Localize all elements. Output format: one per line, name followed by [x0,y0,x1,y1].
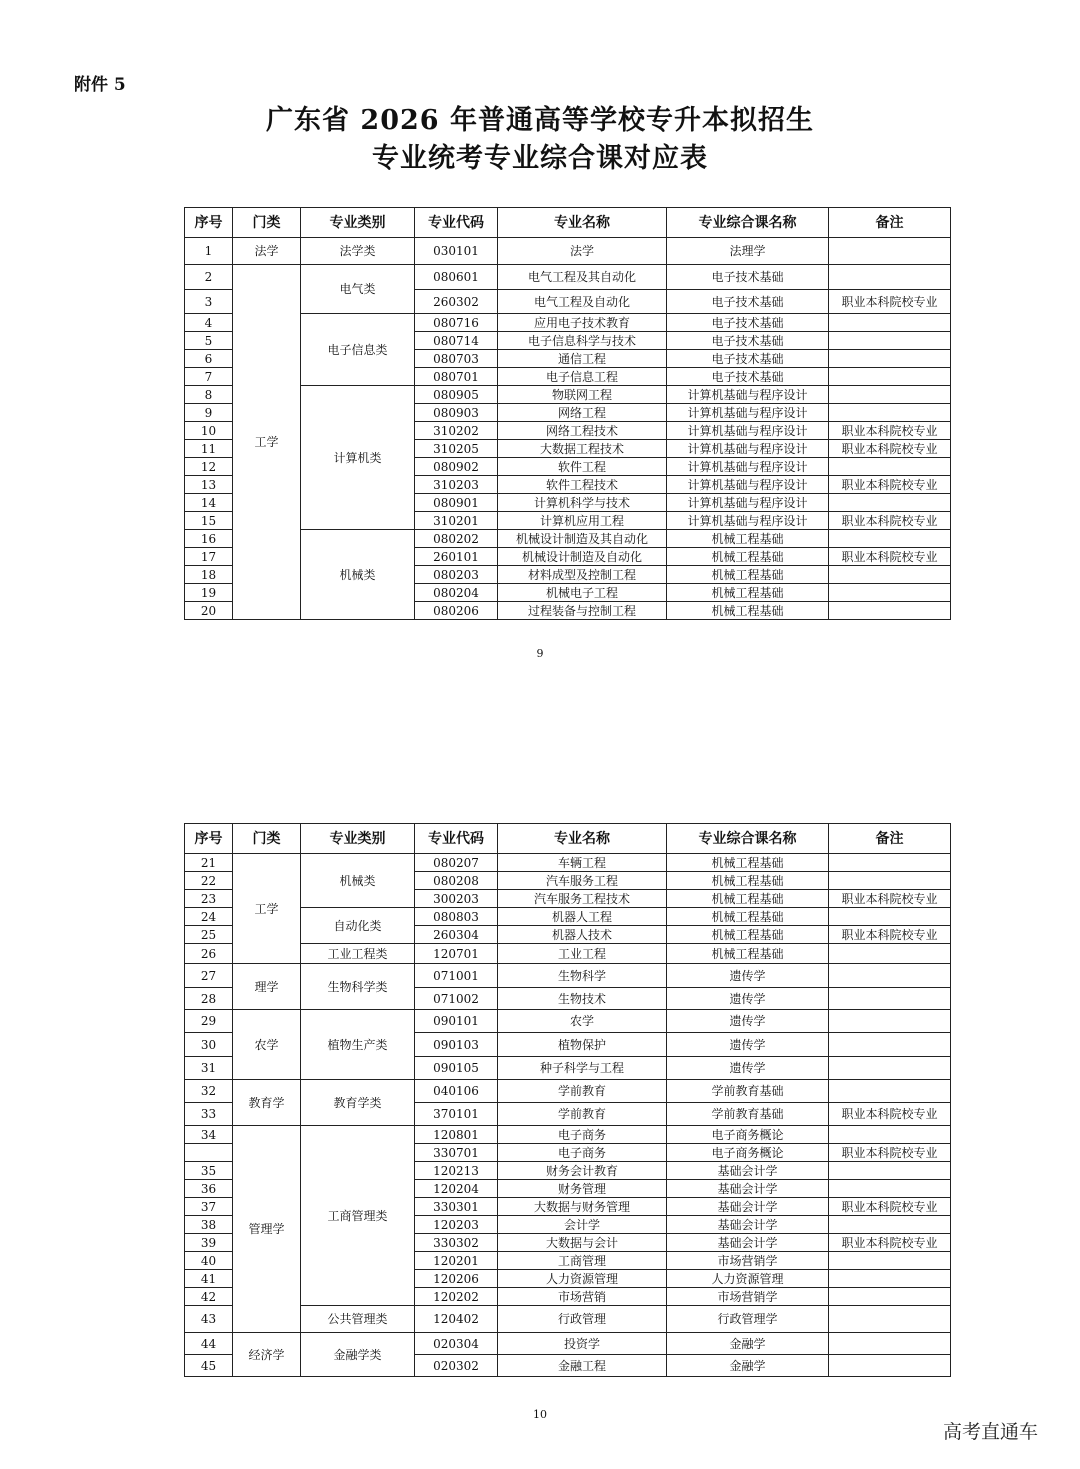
remark-cell [829,584,951,602]
code-cell: 120801 [415,1126,498,1144]
attachment-label: 附件 5 [74,75,126,95]
discipline-cell: 经济学 [233,1333,301,1377]
seq-cell: 23 [185,890,233,908]
course-cell: 电子技术基础 [667,350,829,368]
seq-cell: 37 [185,1198,233,1216]
code-cell: 071002 [415,988,498,1010]
course-cell: 机械工程基础 [667,548,829,566]
remark-cell: 职业本科院校专业 [829,1234,951,1252]
remark-cell: 职业本科院校专业 [829,422,951,440]
code-cell: 310202 [415,422,498,440]
seq-cell: 41 [185,1270,233,1288]
category-cell: 公共管理类 [301,1306,415,1333]
remark-cell [829,314,951,332]
column-header: 专业代码 [415,824,498,854]
seq-cell: 21 [185,854,233,872]
seq-cell: 40 [185,1252,233,1270]
major-name-cell: 软件工程 [498,458,667,476]
table-row [185,854,951,872]
remark-cell [829,530,951,548]
course-cell: 机械工程基础 [667,566,829,584]
course-cell: 电子商务概论 [667,1126,829,1144]
table-header-row [185,824,951,854]
remark-cell [829,386,951,404]
code-cell: 120202 [415,1288,498,1306]
code-cell: 120201 [415,1252,498,1270]
seq-cell: 25 [185,926,233,944]
major-name-cell: 投资学 [498,1333,667,1355]
remark-cell [829,1010,951,1033]
course-cell: 机械工程基础 [667,602,829,620]
course-cell: 电子技术基础 [667,368,829,386]
remark-cell: 职业本科院校专业 [829,548,951,566]
remark-cell: 职业本科院校专业 [829,1198,951,1216]
major-name-cell: 电气工程及其自动化 [498,265,667,290]
remark-cell [829,1306,951,1333]
remark-cell [829,1180,951,1198]
remark-cell [829,1126,951,1144]
category-cell: 计算机类 [301,386,415,530]
major-name-cell: 大数据与会计 [498,1234,667,1252]
major-name-cell: 学前教育 [498,1103,667,1126]
seq-cell: 42 [185,1288,233,1306]
column-header: 序号 [185,824,233,854]
seq-cell: 1 [185,238,233,265]
remark-cell [829,1252,951,1270]
code-cell: 330701 [415,1144,498,1162]
code-cell: 071001 [415,964,498,988]
course-cell: 机械工程基础 [667,890,829,908]
remark-cell [829,458,951,476]
course-cell: 机械工程基础 [667,530,829,548]
seq-cell: 30 [185,1033,233,1057]
category-cell: 金融学类 [301,1333,415,1377]
seq-cell: 27 [185,964,233,988]
major-name-cell: 电气工程及自动化 [498,290,667,314]
remark-cell: 职业本科院校专业 [829,440,951,458]
discipline-cell: 农学 [233,1010,301,1080]
seq-cell: 15 [185,512,233,530]
seq-cell: 3 [185,290,233,314]
remark-cell: 职业本科院校专业 [829,290,951,314]
course-cell: 电子技术基础 [667,265,829,290]
course-cell: 机械工程基础 [667,908,829,926]
remark-cell [829,265,951,290]
seq-cell: 29 [185,1010,233,1033]
column-header: 备注 [829,208,951,238]
remark-cell [829,854,951,872]
table-row [185,1080,951,1103]
table-row [185,1333,951,1355]
remark-cell [829,1162,951,1180]
discipline-cell: 法学 [233,238,301,265]
course-cell: 学前教育基础 [667,1080,829,1103]
major-name-cell: 过程装备与控制工程 [498,602,667,620]
seq-cell: 28 [185,988,233,1010]
seq-cell: 22 [185,872,233,890]
category-cell: 电气类 [301,265,415,314]
table-row [185,238,951,265]
code-cell: 330302 [415,1234,498,1252]
seq-cell: 16 [185,530,233,548]
major-name-cell: 行政管理 [498,1306,667,1333]
code-cell: 080204 [415,584,498,602]
remark-cell: 职业本科院校专业 [829,1103,951,1126]
code-cell: 080202 [415,530,498,548]
major-name-cell: 生物科学 [498,964,667,988]
seq-cell: 39 [185,1234,233,1252]
course-cell: 人力资源管理 [667,1270,829,1288]
remark-cell [829,238,951,265]
seq-cell [185,1144,233,1162]
seq-cell: 5 [185,332,233,350]
remark-cell [829,1288,951,1306]
mapping-table-page-10 [184,823,951,1377]
code-cell: 090101 [415,1010,498,1033]
column-header: 专业类别 [301,208,415,238]
major-name-cell: 通信工程 [498,350,667,368]
code-cell: 120203 [415,1216,498,1234]
course-cell: 计算机基础与程序设计 [667,422,829,440]
code-cell: 300203 [415,890,498,908]
code-cell: 260302 [415,290,498,314]
discipline-cell: 工学 [233,854,301,964]
code-cell: 120701 [415,944,498,964]
code-cell: 090105 [415,1057,498,1080]
seq-cell: 17 [185,548,233,566]
code-cell: 080208 [415,872,498,890]
code-cell: 080206 [415,602,498,620]
column-header: 序号 [185,208,233,238]
remark-cell [829,332,951,350]
category-cell: 机械类 [301,854,415,908]
discipline-cell: 理学 [233,964,301,1010]
seq-cell: 44 [185,1333,233,1355]
major-name-cell: 机械设计制造及自动化 [498,548,667,566]
code-cell: 080703 [415,350,498,368]
seq-cell: 9 [185,404,233,422]
course-cell: 行政管理学 [667,1306,829,1333]
table-header-row [185,208,951,238]
major-name-cell: 材料成型及控制工程 [498,566,667,584]
code-cell: 120213 [415,1162,498,1180]
course-cell: 金融学 [667,1333,829,1355]
category-cell: 自动化类 [301,908,415,944]
major-name-cell: 计算机科学与技术 [498,494,667,512]
category-cell: 工商管理类 [301,1126,415,1306]
code-cell: 040106 [415,1080,498,1103]
column-header: 专业代码 [415,208,498,238]
document-title-line-2: 专业统考专业综合课对应表 [372,143,708,174]
code-cell: 020302 [415,1355,498,1377]
seq-cell: 36 [185,1180,233,1198]
major-name-cell: 生物技术 [498,988,667,1010]
code-cell: 080716 [415,314,498,332]
course-cell: 市场营销学 [667,1288,829,1306]
discipline-cell: 工学 [233,265,301,620]
remark-cell: 职业本科院校专业 [829,512,951,530]
major-name-cell: 金融工程 [498,1355,667,1377]
remark-cell: 职业本科院校专业 [829,1144,951,1162]
column-header: 备注 [829,824,951,854]
code-cell: 080902 [415,458,498,476]
seq-cell: 32 [185,1080,233,1103]
major-name-cell: 大数据工程技术 [498,440,667,458]
course-cell: 基础会计学 [667,1216,829,1234]
course-cell: 机械工程基础 [667,944,829,964]
major-name-cell: 机械电子工程 [498,584,667,602]
major-name-cell: 应用电子技术教育 [498,314,667,332]
course-cell: 基础会计学 [667,1234,829,1252]
remark-cell [829,350,951,368]
table-row [185,265,951,290]
seq-cell: 12 [185,458,233,476]
major-name-cell: 工业工程 [498,944,667,964]
code-cell: 080601 [415,265,498,290]
course-cell: 基础会计学 [667,1180,829,1198]
major-name-cell: 学前教育 [498,1080,667,1103]
seq-cell: 11 [185,440,233,458]
remark-cell [829,1355,951,1377]
code-cell: 080203 [415,566,498,584]
major-name-cell: 电子信息工程 [498,368,667,386]
remark-cell [829,1216,951,1234]
column-header: 专业综合课名称 [667,824,829,854]
course-cell: 机械工程基础 [667,926,829,944]
column-header: 专业类别 [301,824,415,854]
course-cell: 电子商务概论 [667,1144,829,1162]
seq-cell: 4 [185,314,233,332]
major-name-cell: 工商管理 [498,1252,667,1270]
code-cell: 030101 [415,238,498,265]
course-cell: 学前教育基础 [667,1103,829,1126]
remark-cell [829,602,951,620]
course-cell: 基础会计学 [667,1162,829,1180]
category-cell: 机械类 [301,530,415,620]
discipline-cell: 教育学 [233,1080,301,1126]
code-cell: 080903 [415,404,498,422]
seq-cell: 24 [185,908,233,926]
major-name-cell: 财务会计教育 [498,1162,667,1180]
table-row [185,1010,951,1033]
course-cell: 机械工程基础 [667,854,829,872]
seq-cell: 26 [185,944,233,964]
seq-cell: 31 [185,1057,233,1080]
remark-cell [829,566,951,584]
column-header: 专业名称 [498,208,667,238]
seq-cell: 20 [185,602,233,620]
course-cell: 遗传学 [667,988,829,1010]
column-header: 专业名称 [498,824,667,854]
remark-cell [829,1080,951,1103]
course-cell: 机械工程基础 [667,584,829,602]
major-name-cell: 计算机应用工程 [498,512,667,530]
category-cell: 电子信息类 [301,314,415,386]
code-cell: 090103 [415,1033,498,1057]
major-name-cell: 网络工程技术 [498,422,667,440]
document-title-line-1: 广东省 2026 年普通高等学校专升本拟招生 [266,105,814,136]
major-name-cell: 市场营销 [498,1288,667,1306]
remark-cell [829,908,951,926]
code-cell: 080905 [415,386,498,404]
seq-cell: 6 [185,350,233,368]
remark-cell [829,872,951,890]
code-cell: 080207 [415,854,498,872]
code-cell: 370101 [415,1103,498,1126]
seq-cell: 7 [185,368,233,386]
course-cell: 市场营销学 [667,1252,829,1270]
major-name-cell: 汽车服务工程技术 [498,890,667,908]
major-name-cell: 电子信息科学与技术 [498,332,667,350]
page-number: 9 [536,647,544,660]
seq-cell: 2 [185,265,233,290]
course-cell: 电子技术基础 [667,314,829,332]
category-cell: 植物生产类 [301,1010,415,1080]
course-cell: 计算机基础与程序设计 [667,440,829,458]
major-name-cell: 种子科学与工程 [498,1057,667,1080]
code-cell: 120206 [415,1270,498,1288]
major-name-cell: 机械设计制造及其自动化 [498,530,667,548]
course-cell: 机械工程基础 [667,872,829,890]
column-header: 专业综合课名称 [667,208,829,238]
major-name-cell: 法学 [498,238,667,265]
code-cell: 080701 [415,368,498,386]
seq-cell: 45 [185,1355,233,1377]
column-header: 门类 [233,208,301,238]
code-cell: 080901 [415,494,498,512]
remark-cell [829,964,951,988]
remark-cell [829,368,951,386]
code-cell: 020304 [415,1333,498,1355]
code-cell: 310205 [415,440,498,458]
major-name-cell: 会计学 [498,1216,667,1234]
code-cell: 260304 [415,926,498,944]
mapping-table-page-9 [184,207,951,620]
course-cell: 计算机基础与程序设计 [667,386,829,404]
major-name-cell: 电子商务 [498,1126,667,1144]
course-cell: 计算机基础与程序设计 [667,404,829,422]
table-row [185,1126,951,1144]
seq-cell: 33 [185,1103,233,1126]
category-cell: 生物科学类 [301,964,415,1010]
seq-cell: 10 [185,422,233,440]
remark-cell [829,1057,951,1080]
major-name-cell: 人力资源管理 [498,1270,667,1288]
code-cell: 080803 [415,908,498,926]
major-name-cell: 机器人技术 [498,926,667,944]
code-cell: 120402 [415,1306,498,1333]
watermark-text: 高考直通车 [943,1421,1039,1443]
remark-cell [829,1033,951,1057]
column-header: 门类 [233,824,301,854]
code-cell: 310201 [415,512,498,530]
code-cell: 330301 [415,1198,498,1216]
major-name-cell: 物联网工程 [498,386,667,404]
seq-cell: 34 [185,1126,233,1144]
remark-cell: 职业本科院校专业 [829,926,951,944]
code-cell: 260101 [415,548,498,566]
course-cell: 计算机基础与程序设计 [667,476,829,494]
course-cell: 基础会计学 [667,1198,829,1216]
seq-cell: 35 [185,1162,233,1180]
course-cell: 遗传学 [667,1057,829,1080]
category-cell: 工业工程类 [301,944,415,964]
major-name-cell: 机器人工程 [498,908,667,926]
course-cell: 计算机基础与程序设计 [667,512,829,530]
seq-cell: 19 [185,584,233,602]
remark-cell [829,404,951,422]
course-cell: 计算机基础与程序设计 [667,494,829,512]
major-name-cell: 大数据与财务管理 [498,1198,667,1216]
major-name-cell: 车辆工程 [498,854,667,872]
seq-cell: 13 [185,476,233,494]
major-name-cell: 植物保护 [498,1033,667,1057]
course-cell: 电子技术基础 [667,332,829,350]
major-name-cell: 软件工程技术 [498,476,667,494]
category-cell: 教育学类 [301,1080,415,1126]
remark-cell [829,1270,951,1288]
seq-cell: 8 [185,386,233,404]
discipline-cell: 管理学 [233,1126,301,1333]
page-number: 10 [533,1408,547,1421]
seq-cell: 38 [185,1216,233,1234]
seq-cell: 43 [185,1306,233,1333]
course-cell: 电子技术基础 [667,290,829,314]
course-cell: 遗传学 [667,1010,829,1033]
remark-cell [829,1333,951,1355]
category-cell: 法学类 [301,238,415,265]
code-cell: 310203 [415,476,498,494]
major-name-cell: 农学 [498,1010,667,1033]
remark-cell: 职业本科院校专业 [829,890,951,908]
code-cell: 120204 [415,1180,498,1198]
seq-cell: 18 [185,566,233,584]
code-cell: 080714 [415,332,498,350]
remark-cell: 职业本科院校专业 [829,476,951,494]
major-name-cell: 网络工程 [498,404,667,422]
major-name-cell: 电子商务 [498,1144,667,1162]
remark-cell [829,494,951,512]
major-name-cell: 财务管理 [498,1180,667,1198]
course-cell: 法理学 [667,238,829,265]
remark-cell [829,944,951,964]
major-name-cell: 汽车服务工程 [498,872,667,890]
course-cell: 计算机基础与程序设计 [667,458,829,476]
table-row [185,964,951,988]
seq-cell: 14 [185,494,233,512]
course-cell: 遗传学 [667,964,829,988]
course-cell: 金融学 [667,1355,829,1377]
course-cell: 遗传学 [667,1033,829,1057]
remark-cell [829,988,951,1010]
